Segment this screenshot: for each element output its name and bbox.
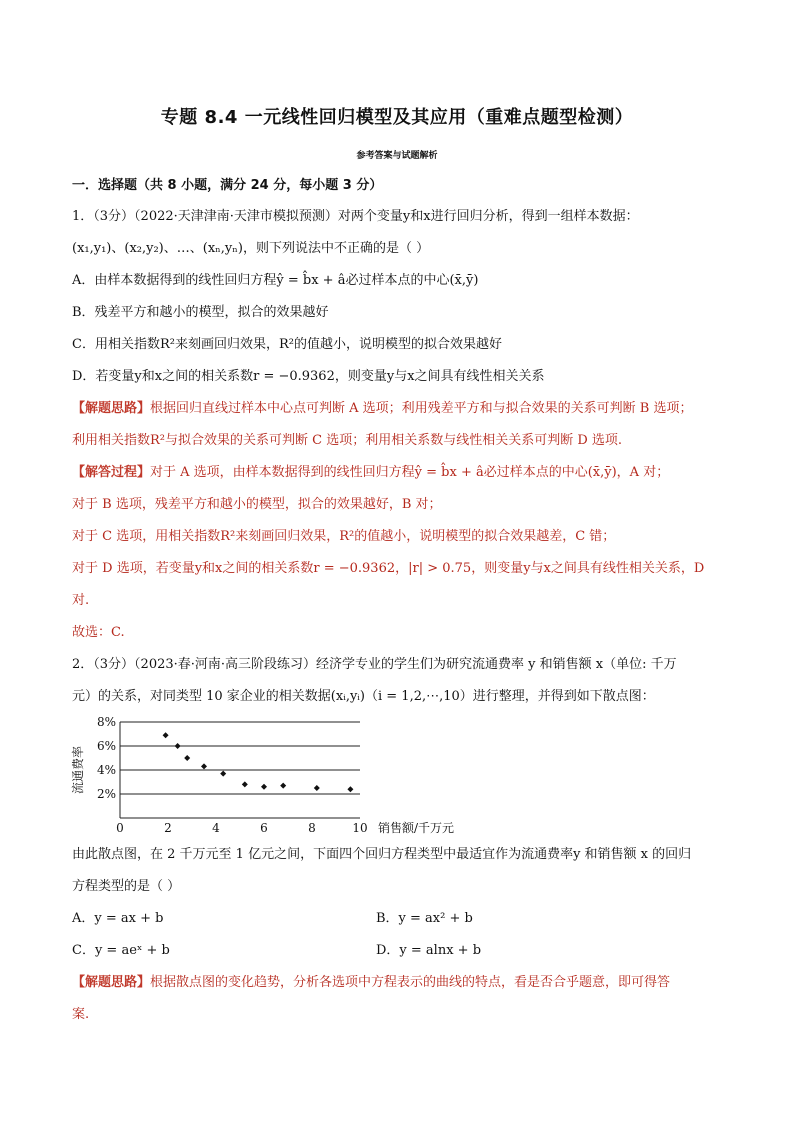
q2-stem-line1: 2．（3分）（2023·春·河南·高三阶段练习）经济学专业的学生们为研究流通费率 y 和销售额 x（单位: 千万 [72,657,677,672]
data-point [175,743,181,749]
q1-option-c: C．用相关指数R²来刻画回归效果，R²的值越小，说明模型的拟合效果越好 [72,337,502,352]
data-point [280,783,286,789]
y-tick-label: 4% [96,763,116,777]
q2-after-line1: 由此散点图，在 2 千万元至 1 亿元之间，下面四个回归方程类型中最适宜作为流通费率y 和销售额 x 的回归 [72,847,692,862]
q1-process-line2: 对于 B 选项，残差平方和越小的模型，拟合的效果越好，B 对； [72,497,442,512]
q1-process-line1 [72,464,732,482]
data-point [261,784,267,790]
q1-answer: 故选：C. [72,625,125,640]
q2-after-line2: 方程类型的是（ ） [72,879,181,894]
q2-option-b: B．y = ax² + b [376,911,473,926]
q1-stem-line2: (x₁,y₁)、(x₂,y₂)、…、(xₙ,yₙ)，则下列说法中不正确的是（ ） [72,241,430,256]
q2-idea-line1 [72,974,732,992]
data-point [314,785,320,791]
y-axis-title: 流通费率 [71,745,85,795]
q1-process-line4: 对于 D 选项，若变量y和x之间的相关系数r = −0.9362，|r| > 0.75，则变量y与x之间具有线性相关关系，D [72,561,705,576]
q1-idea-tag: 【解题思路】 [72,401,151,416]
page-subtitle: 参考答案与试题解析 [356,151,438,161]
q1-option-d: D．若变量y和x之间的相关系数r = −0.9362，则变量y与x之间具有线性相关关系 [72,369,545,384]
q2-option-a: A．y = ax + b [72,911,164,926]
x-tick-label: 0 [116,821,124,835]
q1-option-a: A．由样本数据得到的线性回归方程ŷ = b̂x + â必过样本点的中心(x̄,ȳ) [72,273,479,288]
q1-process-text1: 对于 A 选项，由样本数据得到的线性回归方程ŷ = b̂x + â必过样本点的中心(x̄,ȳ)，A 对； [150,465,670,480]
page-title: 专题 8.4 一元线性回归模型及其应用（重难点题型检测） [160,107,634,128]
x-tick-label: 2 [164,821,172,835]
q1-process-line5: 对. [72,593,90,608]
q1-option-b: B．残差平方和越小的模型，拟合的效果越好 [72,305,329,320]
data-point [184,755,190,761]
data-point [220,771,226,777]
q2-stem-line2: 元）的关系，对同类型 10 家企业的相关数据(xᵢ,yᵢ)（i = 1,2,⋯,10）进行整理，并得到如下散点图： [72,689,655,704]
q1-stem-line1: 1．（3分）（2022·天津津南·天津市模拟预测）对两个变量y和x进行回归分析，得到一组样本数据： [72,209,639,224]
x-tick-label: 10 [352,821,368,835]
x-tick-label: 6 [260,821,268,835]
section-heading: 一．选择题（共 8 小题，满分 24 分，每小题 3 分） [72,178,383,193]
y-tick-label: 8% [96,715,116,729]
q2-idea-line2: 案. [72,1007,90,1022]
scatter-plot [68,708,468,838]
q1-idea-line1 [72,400,732,418]
x-axis-title: 销售额/千万元 [378,821,455,835]
q2-option-c: C．y = aeˣ + b [72,943,170,958]
q1-idea-text1: 根据回归直线过样本中心点可判断 A 选项；利用残差平方和与拟合效果的关系可判断 B 选项； [150,401,693,416]
data-point [242,781,248,787]
q1-idea-line2: 利用相关指数R²与拟合效果的关系可判断 C 选项；利用相关系数与线性相关关系可判断 D 选项. [72,433,623,448]
x-tick-label: 4 [212,821,220,835]
q2-option-d: D．y = alnx + b [376,943,482,958]
data-point [163,732,169,738]
y-tick-label: 6% [96,739,116,753]
q2-idea-tag: 【解题思路】 [72,975,151,990]
data-point [347,786,353,792]
data-point [201,763,207,769]
x-tick-label: 8 [308,821,316,835]
q1-process-tag: 【解答过程】 [72,465,151,480]
q1-process-line3: 对于 C 选项，用相关指数R²来刻画回归效果，R²的值越小，说明模型的拟合效果越差，C 错； [72,529,616,544]
y-tick-label: 2% [96,787,116,801]
q2-idea-text1: 根据散点图的变化趋势，分析各选项中方程表示的曲线的特点，看是否合乎题意，即可得答 [150,975,671,990]
